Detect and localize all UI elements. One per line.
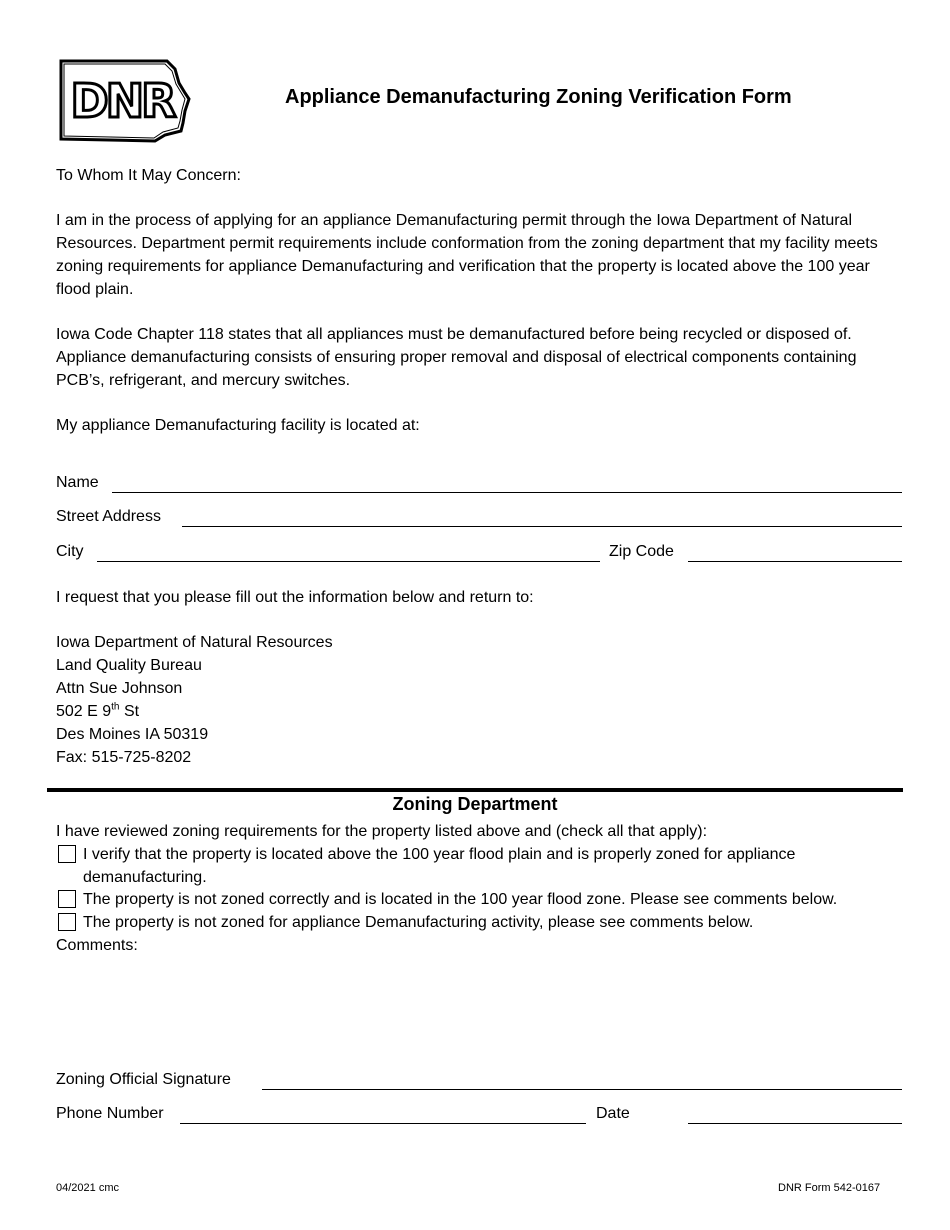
logo-text: DNR — [70, 74, 174, 128]
address-line-city: Des Moines IA 50319 — [56, 726, 209, 743]
flood-zone-checkbox[interactable] — [58, 890, 76, 908]
phone-label: Phone Number — [56, 1105, 164, 1122]
not-zoned-checkbox[interactable] — [58, 913, 76, 931]
date-label: Date — [596, 1105, 630, 1122]
address-line-attn: Attn Sue Johnson — [56, 680, 183, 697]
date-field[interactable] — [688, 1123, 902, 1124]
phone-field[interactable] — [180, 1123, 586, 1124]
zoning-heading: Zoning Department — [392, 794, 558, 814]
intro-paragraph: I am in the process of applying for an appliance Demanufacturing permit through the Iowa Department of Natural Resources. Department permit requirements include conformation from the zoning department that my facility meets zoning requirements for appliance Demanufacturing and verification that the property is located above the 100 year flood plain. — [56, 212, 878, 298]
zoning-intro: I have reviewed zoning requirements for the property listed above and (check all that apply): — [56, 823, 708, 840]
address-line-bureau: Land Quality Bureau — [56, 657, 202, 674]
dnr-logo — [55, 55, 193, 145]
footer-revision: 04/2021 cmc — [56, 1182, 119, 1194]
option-2-text: The property is not zoned correctly and is located in the 100 year flood zone. Please see comments below. — [83, 891, 838, 908]
name-field[interactable] — [112, 492, 902, 493]
comments-area[interactable] — [56, 958, 902, 1058]
location-intro: My appliance Demanufacturing facility is located at: — [56, 417, 420, 434]
return-request: I request that you please fill out the information below and return to: — [56, 589, 534, 606]
street-address-label: Street Address — [56, 508, 161, 525]
address-line-fax: Fax: 515-725-8202 — [56, 749, 192, 766]
address-line-street: 502 E 9th St — [56, 701, 140, 720]
city-label: City — [56, 543, 84, 560]
comments-label: Comments: — [56, 937, 138, 954]
name-label: Name — [56, 474, 99, 491]
signature-label: Zoning Official Signature — [56, 1071, 231, 1088]
footer-form-number: DNR Form 542-0167 — [778, 1182, 881, 1194]
signature-field[interactable] — [262, 1089, 902, 1090]
flood-plain-ok-checkbox[interactable] — [58, 845, 76, 863]
city-field[interactable] — [97, 561, 600, 562]
option-1-text: I verify that the property is located above the 100 year flood plain and is properly zoned for appliance — [83, 846, 796, 863]
code-paragraph: Iowa Code Chapter 118 states that all appliances must be demanufactured before being recycled or disposed of. Appliance demanufacturing consists of ensuring proper removal and disposal of electrical components containing PCB’s, refrigerant, and mercury switches. — [56, 326, 857, 389]
zip-code-label: Zip Code — [609, 543, 674, 560]
section-divider — [47, 788, 903, 792]
return-address — [56, 631, 333, 769]
salutation: To Whom It May Concern: — [56, 167, 241, 184]
street-address-field[interactable] — [182, 526, 902, 527]
form-title: Appliance Demanufacturing Zoning Verification Form — [285, 86, 792, 108]
zip-code-field[interactable] — [688, 561, 902, 562]
option-3-text: The property is not zoned for appliance Demanufacturing activity, please see comments below. — [83, 914, 754, 931]
address-line-agency: Iowa Department of Natural Resources — [56, 634, 333, 651]
option-1-text-cont: demanufacturing. — [83, 869, 207, 886]
